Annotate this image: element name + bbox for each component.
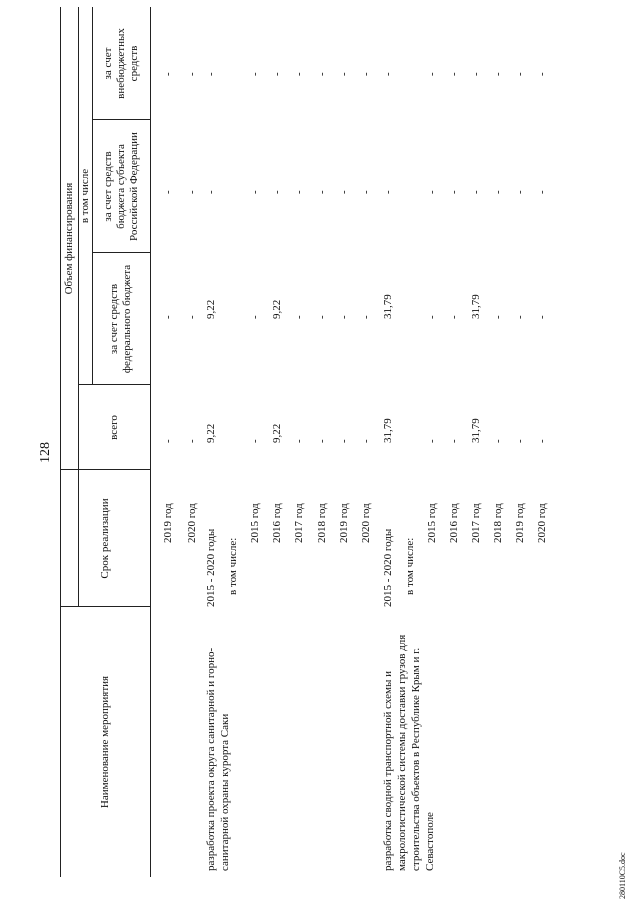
regional-cell: - — [205, 190, 217, 194]
period-cell: 2020 год — [536, 503, 548, 543]
period-cell: 2015 год — [249, 503, 261, 543]
federal-cell: 9,22 — [205, 299, 217, 319]
header-incl: в том числе — [78, 168, 91, 224]
regional-cell: - — [514, 190, 526, 194]
header-regional: за счет средств бюджета субъекта Российской Федерации — [101, 132, 140, 241]
regional-cell: - — [249, 190, 261, 194]
regional-cell: - — [470, 190, 482, 194]
total-cell: - — [514, 439, 526, 443]
regional-cell: - — [186, 190, 198, 194]
extra-cell: - — [293, 72, 305, 76]
total-cell: - — [162, 439, 174, 443]
header-federal: за счет средств федерального бюджета — [108, 264, 133, 374]
total-cell: 31,79 — [470, 418, 482, 443]
federal-cell: - — [536, 315, 548, 319]
header-bottom-rule — [150, 7, 151, 877]
extra-cell: - — [271, 72, 283, 76]
activity-name-cell: разработка сводной транспортной схемы и макрологистической системы доставки грузов для строительства объектов в Республике Крым и г. Севастополе — [382, 634, 436, 871]
federal-cell: - — [293, 315, 305, 319]
total-cell: - — [293, 439, 305, 443]
period-cell: 2017 год — [470, 503, 482, 543]
extra-cell: - — [162, 72, 174, 76]
period-cell: в том числе: — [227, 537, 239, 595]
extra-cell: - — [338, 72, 350, 76]
total-cell: - — [186, 439, 198, 443]
extra-cell: - — [448, 72, 460, 76]
period-cell: в том числе: — [404, 537, 416, 595]
total-cell: 9,22 — [205, 423, 217, 443]
regional-cell: - — [492, 190, 504, 194]
regional-cell: - — [426, 190, 438, 194]
federal-cell: 9,22 — [271, 299, 283, 319]
regional-cell: - — [338, 190, 350, 194]
federal-cell: - — [426, 315, 438, 319]
total-cell: - — [448, 439, 460, 443]
total-cell: 9,22 — [271, 423, 283, 443]
period-cell: 2019 год — [162, 503, 174, 543]
total-cell: - — [338, 439, 350, 443]
federal-cell: - — [316, 315, 328, 319]
header-total: всего — [107, 415, 120, 440]
federal-cell: - — [249, 315, 261, 319]
federal-cell: - — [448, 315, 460, 319]
federal-cell: - — [360, 315, 372, 319]
page-number: 128 — [38, 442, 53, 463]
total-cell: - — [536, 439, 548, 443]
regional-cell: - — [316, 190, 328, 194]
total-cell: - — [316, 439, 328, 443]
total-cell: - — [426, 439, 438, 443]
period-cell: 2019 год — [338, 503, 350, 543]
federal-cell: - — [186, 315, 198, 319]
header-name: Наименование мероприятия — [98, 675, 111, 809]
file-name-footer: 280110C5.doc — [618, 852, 627, 899]
activity-name-cell: разработка проекта округа санитарной и горно-санитарной охраны курорта Саки — [205, 647, 231, 871]
header-extra: за счет внебюджетных средств — [101, 28, 140, 99]
period-cell: 2016 год — [271, 503, 283, 543]
extra-cell: - — [249, 72, 261, 76]
extra-cell: - — [470, 72, 482, 76]
federal-cell: - — [492, 315, 504, 319]
total-cell: 31,79 — [382, 418, 394, 443]
extra-cell: - — [316, 72, 328, 76]
period-cell: 2019 год — [514, 503, 526, 543]
period-cell: 2016 год — [448, 503, 460, 543]
regional-cell: - — [271, 190, 283, 194]
header-period: Срок реализации — [98, 498, 111, 579]
regional-cell: - — [536, 190, 548, 194]
period-cell: 2015 год — [426, 503, 438, 543]
extra-cell: - — [536, 72, 548, 76]
federal-cell: - — [162, 315, 174, 319]
extra-cell: - — [360, 72, 372, 76]
period-cell: 2020 год — [360, 503, 372, 543]
period-cell: 2018 год — [492, 503, 504, 543]
extra-cell: - — [426, 72, 438, 76]
regional-cell: - — [162, 190, 174, 194]
total-cell: - — [360, 439, 372, 443]
header-volume: Объем финансирования — [62, 182, 75, 295]
federal-cell: - — [514, 315, 526, 319]
federal-cell: 31,79 — [382, 294, 394, 319]
period-cell: 2020 год — [186, 503, 198, 543]
total-cell: - — [492, 439, 504, 443]
federal-cell: 31,79 — [470, 294, 482, 319]
extra-cell: - — [492, 72, 504, 76]
period-cell: 2015 - 2020 годы — [205, 528, 217, 607]
extra-cell: - — [514, 72, 526, 76]
regional-cell: - — [382, 190, 394, 194]
regional-cell: - — [360, 190, 372, 194]
period-cell: 2015 - 2020 годы — [382, 528, 394, 607]
regional-cell: - — [448, 190, 460, 194]
total-cell: - — [249, 439, 261, 443]
extra-cell: - — [205, 72, 217, 76]
period-cell: 2017 год — [293, 503, 305, 543]
period-cell: 2018 год — [316, 503, 328, 543]
federal-cell: - — [338, 315, 350, 319]
extra-cell: - — [382, 72, 394, 76]
extra-cell: - — [186, 72, 198, 76]
regional-cell: - — [293, 190, 305, 194]
